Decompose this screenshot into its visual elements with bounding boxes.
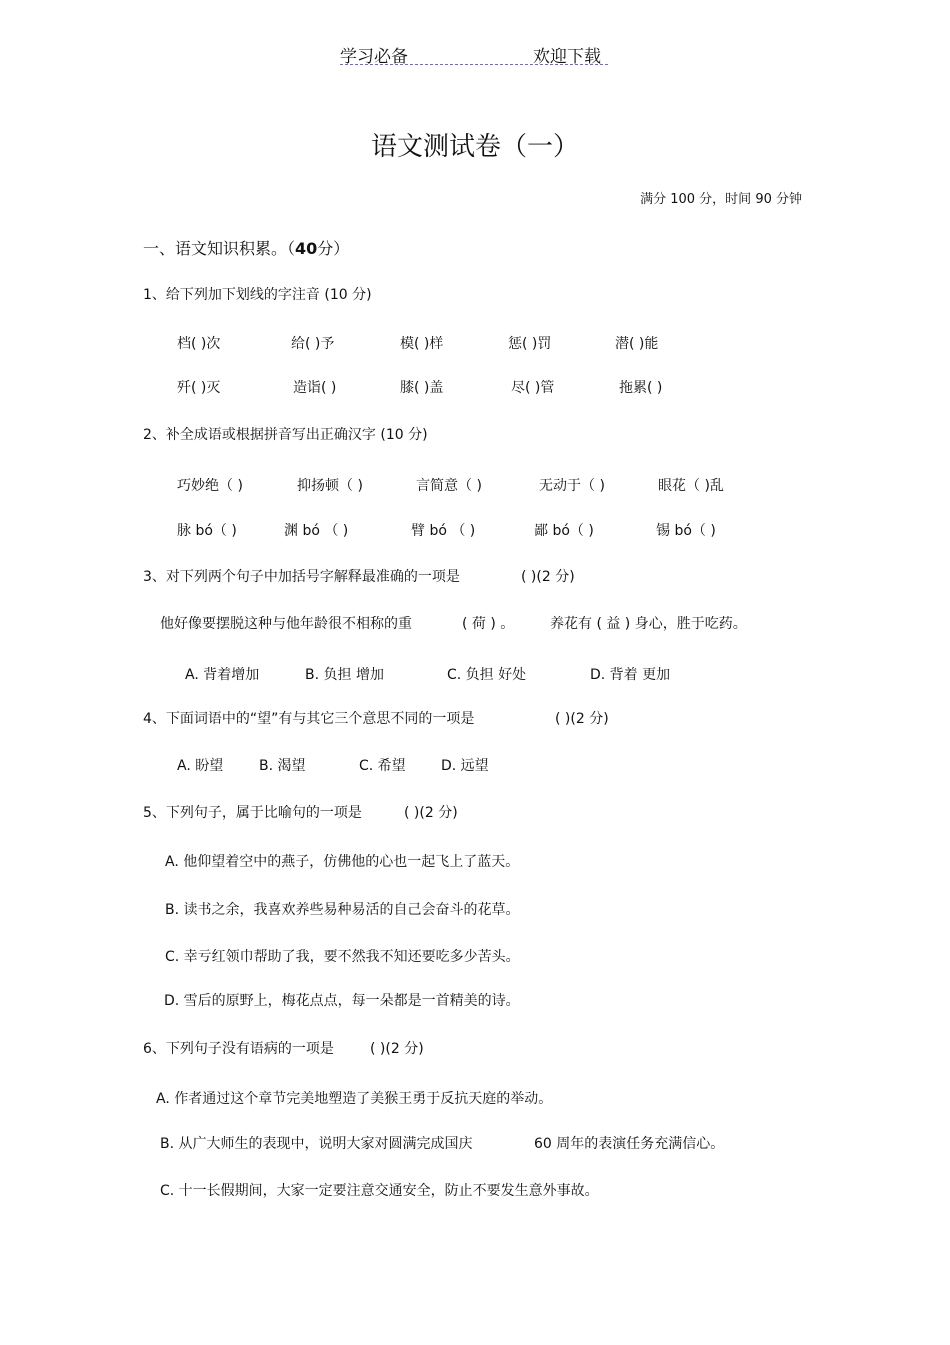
q1-stem: 1、给下列加下划线的字注音 (10 分) <box>143 287 372 303</box>
section-tail: 分） <box>317 239 350 258</box>
q1-item: 档( )次 <box>177 336 221 352</box>
q1-item: 拖累( ) <box>619 380 663 396</box>
q6-option-tail: 60 周年的表演任务充满信心。 <box>534 1136 725 1152</box>
q5-option: A. 他仰望着空中的燕子，仿佛他的心也一起飞上了蓝天。 <box>165 854 520 870</box>
section-score: 40 <box>295 239 318 258</box>
q3-option: C. 负担 好处 <box>447 667 527 683</box>
q2-item: 脉 bó（ ) <box>177 523 237 539</box>
header-divider <box>340 64 608 65</box>
header-right: 欢迎下载 <box>533 47 601 67</box>
q1-item: 模( )样 <box>400 336 444 352</box>
q2-item: 巧妙绝（ ) <box>177 478 243 494</box>
q3-sentence-b: ( 荷 ) 。 <box>462 616 515 632</box>
q1-item: 歼( )灭 <box>177 380 221 396</box>
q6-option: B. 从广大师生的表现中，说明大家对圆满完成国庆 <box>160 1136 473 1152</box>
q1-item: 潜( )能 <box>615 336 659 352</box>
q1-item: 给( )予 <box>291 336 335 352</box>
q6-option: C. 十一长假期间，大家一定要注意交通安全，防止不要发生意外事故。 <box>160 1183 599 1199</box>
q4-option: B. 渴望 <box>259 758 306 774</box>
section-label: 一、语文知识积累。（ <box>143 239 296 258</box>
q5-option: B. 读书之余，我喜欢养些易种易活的自己会奋斗的花草。 <box>165 902 520 918</box>
q5-option: D. 雪后的原野上，梅花点点，每一朵都是一首精美的诗。 <box>164 993 520 1009</box>
q2-item: 言简意（ ) <box>416 478 482 494</box>
q6-stem: 6、下列句子没有语病的一项是 <box>143 1041 334 1057</box>
q3-option: B. 负担 增加 <box>305 667 384 683</box>
q5-bracket: ( )(2 分) <box>404 805 458 821</box>
q3-option: A. 背着增加 <box>185 667 260 683</box>
q4-option: A. 盼望 <box>177 758 224 774</box>
q3-stem: 3、对下列两个句子中加括号字解释最准确的一项是 <box>143 569 460 585</box>
q1-item: 尽( )管 <box>511 380 555 396</box>
q2-item: 渊 bó （ ) <box>284 523 349 539</box>
q2-item: 锡 bó（ ) <box>656 523 716 539</box>
q2-item: 鄙 bó（ ) <box>534 523 594 539</box>
page-title: 语文测试卷（一） <box>370 132 579 162</box>
q6-option: A. 作者通过这个章节完美地塑造了美猴王勇于反抗天庭的举动。 <box>156 1091 553 1107</box>
q2-stem: 2、补全成语或根据拼音写出正确汉字 (10 分) <box>143 427 428 443</box>
q4-bracket: ( )(2 分) <box>555 711 609 727</box>
q2-item: 无动于（ ) <box>539 478 605 494</box>
header-left: 学习必备 <box>340 47 408 67</box>
q2-item: 臂 bó （ ) <box>411 523 476 539</box>
q4-stem: 4、下面词语中的“望”有与其它三个意思不同的一项是 <box>143 711 475 727</box>
q1-item: 膝( )盖 <box>400 380 444 396</box>
q5-stem: 5、下列句子，属于比喻句的一项是 <box>143 805 362 821</box>
section-heading <box>143 236 349 259</box>
q4-option: C. 希望 <box>359 758 406 774</box>
q3-sentence-a: 他好像要摆脱这种与他年龄很不相称的重 <box>160 616 412 632</box>
q6-bracket: ( )(2 分) <box>370 1041 424 1057</box>
exam-meta: 满分 100 分，时间 90 分钟 <box>640 192 802 207</box>
q4-option: D. 远望 <box>441 758 489 774</box>
q3-option: D. 背着 更加 <box>590 667 671 683</box>
q2-item: 眼花（ )乱 <box>658 478 724 494</box>
q1-item: 造诣( ) <box>293 380 337 396</box>
q5-option: C. 幸亏红领巾帮助了我，要不然我不知还要吃多少苦头。 <box>165 949 520 965</box>
q1-item: 惩( )罚 <box>508 336 552 352</box>
q2-item: 抑扬顿（ ) <box>297 478 363 494</box>
q3-bracket: ( )(2 分) <box>521 569 575 585</box>
q3-sentence-c: 养花有 ( 益 ) 身心，胜于吃药。 <box>550 616 747 632</box>
